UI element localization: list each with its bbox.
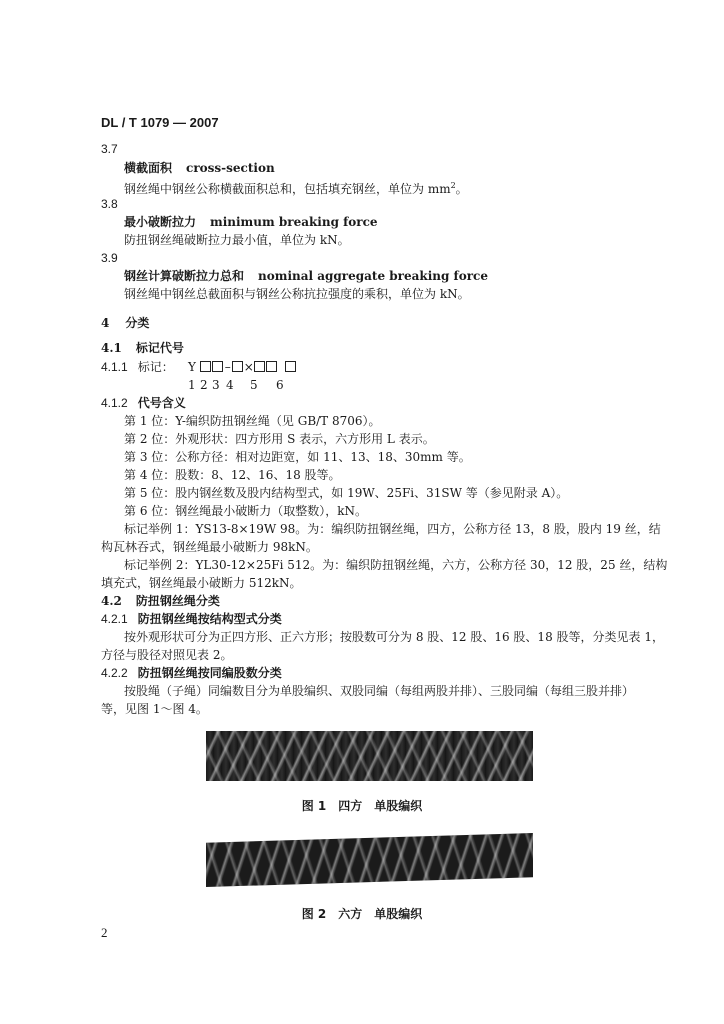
- term-en: minimum breaking force: [210, 215, 378, 229]
- term-cn: 横截面积: [124, 161, 173, 175]
- section-4-2-2-text: 按股绳（子绳）同编数目分为单股编织、双股同编（每组两股并排）、三股同编（每组三股并排）: [124, 684, 635, 698]
- code-meaning-line: 第 5 位：股内钢丝数及股内结构型式，如 19W、25Fi、31SW 等（参见附录 A）。: [124, 486, 569, 500]
- marking-box: [200, 361, 211, 372]
- section-number: 4.2: [101, 594, 122, 608]
- clause-number-3-9: 3.9: [101, 251, 118, 265]
- term-en: nominal aggregate breaking force: [258, 269, 488, 283]
- term-3-8: [124, 214, 378, 230]
- definition-3-7: [124, 178, 468, 197]
- code-meaning-line: 第 3 位：公称方径：相对边距宽，如 11、13、18、30mm 等。: [124, 450, 471, 464]
- figure-2-image: [206, 833, 533, 887]
- section-4-2-1-text: 按外观形状可分为正四方形、正六方形；按股数可分为 8 股、12 股、16 股、18 股等，分类见表 1，: [124, 630, 664, 644]
- figure-2-caption: 图 2 六方 单股编织: [301, 907, 423, 921]
- section-title: 分类: [125, 316, 150, 330]
- marking-prefix: Y: [188, 360, 196, 374]
- section-number: 4.2.1: [101, 612, 128, 626]
- marking-template: [188, 359, 297, 375]
- term-en: cross-section: [186, 161, 275, 175]
- code-meaning-line: 第 4 位：股数：8、12、16、18 股等。: [124, 468, 341, 482]
- marking-position: 4: [226, 378, 234, 392]
- term-cn: 最小破断拉力: [124, 215, 197, 229]
- marking-example-1: 标记举例 1：YS13-8×19W 98。为：编织防扭钢丝绳，四方，公称方径 13，8 股，股内 19 丝，结: [124, 522, 661, 536]
- document-code: DL / T 1079 — 2007: [101, 115, 219, 130]
- marking-example-2-cont: 填充式，钢丝绳最小破断力 512kN。: [101, 576, 302, 590]
- clause-number-3-8: 3.8: [101, 197, 118, 211]
- term-3-7: [124, 160, 275, 176]
- definition-3-8: 防扭钢丝绳破断拉力最小值，单位为 kN。: [124, 233, 350, 247]
- section-title: 防扭钢丝绳按结构型式分类: [137, 612, 282, 626]
- marking-times: ×: [243, 360, 254, 374]
- term-3-9: [124, 268, 488, 284]
- section-number: 4.1.2: [101, 396, 128, 410]
- section-title: 防扭钢丝绳分类: [135, 594, 220, 608]
- figure-1-caption: 图 1 四方 单股编织: [301, 799, 423, 813]
- marking-box: [254, 361, 265, 372]
- definition-3-9: 钢丝绳中钢丝总截面积与钢丝公称抗拉强度的乘积，单位为 kN。: [124, 287, 470, 301]
- section-number: 4.1: [101, 341, 122, 355]
- section-number: 4: [101, 316, 110, 330]
- marking-position: 2: [200, 378, 208, 392]
- section-4-2-1-text-cont: 方径与股径对照见表 2。: [101, 648, 233, 662]
- marking-box: [266, 361, 277, 372]
- code-meaning-line: 第 6 位：钢丝绳最小破断力（取整数），kN。: [124, 504, 368, 518]
- marking-example-2: 标记举例 2：YL30-12×25Fi 512。为：编织防扭钢丝绳，六方，公称方径 30，12 股，25 丝，结构: [124, 558, 668, 572]
- section-title: 防扭钢丝绳按同编股数分类: [137, 666, 282, 680]
- marking-box: [212, 361, 223, 372]
- section-4-1-heading: [101, 340, 184, 356]
- marking-label: 标记：: [137, 360, 174, 374]
- superscript: 2: [450, 181, 456, 190]
- definition-end: 。: [455, 182, 468, 196]
- section-number: 4.2.2: [101, 666, 128, 680]
- section-4-2-heading: [101, 593, 220, 609]
- code-meaning-line: 第 2 位：外观形状：四方形用 S 表示，六方形用 L 表示。: [124, 432, 435, 446]
- marking-position: 6: [276, 378, 284, 392]
- marking-position: 5: [250, 378, 258, 392]
- section-4-heading: [101, 315, 149, 331]
- section-4-2-2-text-cont: 等，见图 1～图 4。: [101, 702, 208, 716]
- section-number: 4.1.1: [101, 360, 128, 374]
- section-title: 代号含义: [137, 396, 186, 410]
- marking-box: [232, 361, 243, 372]
- marking-dash: –: [224, 360, 231, 374]
- section-4-2-1-heading: [101, 611, 282, 627]
- marking-position: 3: [212, 378, 220, 392]
- code-meaning-line: 第 1 位：Y-编织防扭钢丝绳（见 GB/T 8706）。: [124, 414, 381, 428]
- section-4-1-1: [101, 359, 174, 375]
- marking-position: 1: [188, 378, 196, 392]
- term-cn: 钢丝计算破断拉力总和: [124, 269, 245, 283]
- figure-1-image: [206, 731, 533, 781]
- clause-number-3-7: 3.7: [101, 142, 118, 156]
- marking-box: [285, 361, 296, 372]
- section-title: 标记代号: [135, 341, 184, 355]
- page-number: 2: [101, 925, 108, 940]
- marking-example-1-cont: 构瓦林吞式，钢丝绳最小破断力 98kN。: [101, 540, 318, 554]
- definition-text: 钢丝绳中钢丝公称横截面积总和，包括填充钢丝，单位为 mm: [124, 182, 451, 196]
- section-4-2-2-heading: [101, 665, 282, 681]
- section-4-1-2-heading: [101, 395, 186, 411]
